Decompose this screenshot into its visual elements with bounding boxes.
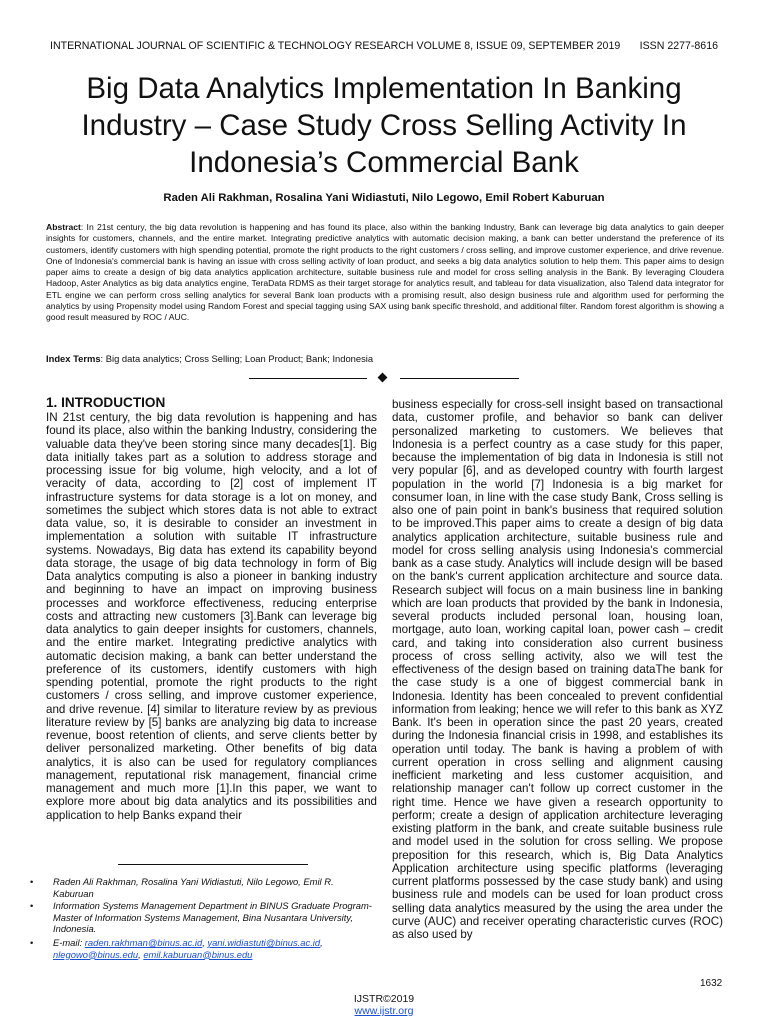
diamond-icon — [378, 373, 388, 383]
running-header — [50, 40, 718, 54]
intro-paragraph-right: business especially for cross-sell insight based on transactional data, customer profile, and behavior so bank can deliver personalized marketing to customers. We believes that Indonesia is a perfect country as a case study for this paper, because the implementation of big data in Indonesia is still not very popular [6], and as developed country with fourth largest population in the world [7] Indonesia is a big market for consumer loan, in line with the case study Bank, Cross selling is also one of pain point in bank's business that required solution to be improved.This paper aims to create a design of big data analytics application architecture, suitable business rule and model for cross selling analysis using Indonesia's commercial bank as a case study. Analytics will include design will be based on the bank's current application architecture and source data. Research subject will focus on a main business line in banking which are loan products that provided by the bank in Indonesia, several products included personal loan, housing loan, mortgage, auto loan, working capital loan, power cash – credit card, and taking into consideration also current business process of cross selling activity, also we will test the effectiveness of the design based on training dataThe bank for the case study is a one of biggest commercial bank in Indonesia. Identity has been concealed to prevent confidential information from leaking; hence we will refer to this bank as XYZ Bank. It's been in operation since the past 20 years, created during the Indonesia financial crisis in 1998, and establishes its operation until today. The bank is having a problem of with current operation in cross selling and alignment causing inefficient marketing and less customer acquisition, and relationship manager can't follow up correct customer in the right time. Hence we have given a research opportunity to perform; create a design of application architecture leveraging existing platform in the bank, and create suitable business rule and model used in the solution for cross selling. We propose preposition for this research, which is, Big Data Analytics Application architecture using specific platforms (leveraging current platforms possessed by the case study bank) and using business rule and models can be used for loan product cross selling data analytics measured by the using the area under the curve (AUC) and receiver operating characteristic curves (ROC) as also used by — [392, 398, 723, 941]
journal-name: INTERNATIONAL JOURNAL OF SCIENTIFIC & TECHNOLOGY RESEARCH VOLUME 8, ISSUE 09, SEPTEMBER 2019 — [50, 40, 621, 52]
email-separator: , — [320, 937, 323, 948]
abstract — [46, 222, 724, 324]
index-terms-label: Index Terms — [46, 353, 101, 364]
issn: ISSN 2277-8616 — [639, 40, 718, 52]
left-column — [46, 395, 377, 822]
abstract-label: Abstract — [46, 222, 81, 232]
email-link[interactable]: yani.widiastuti@binus.ac.id — [207, 937, 321, 948]
separator-line-left — [249, 378, 367, 379]
footnote-rule — [118, 864, 308, 865]
bullet-icon: • — [30, 900, 34, 911]
footnote-authors-text: Raden Ali Rakhman, Rosalina Yani Widiastuti, Nilo Legowo, Emil R. Kaburuan — [53, 876, 334, 899]
section-separator — [0, 373, 768, 383]
intro-paragraph-left: IN 21st century, the big data revolution is happening and has found its place, also within the banking Industry, considering the valuable data they've been storing since many decades[1]. Big data initially takes part as a solution to address storage and processing issue for big volume, high velocity, and a lot of veracity of data, according to [2] cost of implement IT infrastructure systems for data storage is a lot on money, and sometimes the subject which stores data is not able to extract data value, so, it is desirable to consider an investment in implementation a solution with suitable IT infrastructure systems. Nowadays, Big data has extend its capability beyond data storage, the usage of big data technology in form of Big Data analytics computing is also a pioneer in banking industry and beginning to have an impact on improving business processes and workforce effectiveness, reducing enterprise costs and attracting new customers [3].Bank can leverage big data analytics to gain deeper insights for customers, channels, and the entire market. Integrating predictive analytics with automatic decision making, a bank can better understand the preference of its customers, identify customers with high spending potential, promote the right products to the right customers / cross selling, and improve customer experience, and drive revenue. [4] similar to literature review by as previous literature review by [5] banks are analyzing big data to increase revenue, boost retention of clients, and serve clients better by deliver personalized marketing. Other benefits of big data analytics, it is also can be used for regulatory compliances management, reputational risk management, financial crime management and much more [1].In this paper, we want to explore more about big data analytics and its possibilities and application to help Banks expand their — [46, 411, 377, 822]
footer-url-link[interactable]: www.ijstr.org — [354, 1005, 414, 1017]
right-column — [392, 398, 723, 941]
author-list: Raden Ali Rakhman, Rosalina Yani Widiastuti, Nilo Legowo, Emil Robert Kaburuan — [163, 192, 605, 204]
page-number: 1632 — [700, 978, 723, 989]
footnote-authors — [30, 876, 375, 899]
footnote-affiliation — [30, 900, 375, 935]
footnote-affiliation-text: Information Systems Management Department in BINUS Graduate Program-Master of Information Systems Management, Bina Nusantara University, Indonesia. — [53, 900, 372, 935]
email-separator: , — [138, 948, 144, 960]
email-link[interactable]: emil.kaburuan@binus.edu — [143, 948, 253, 960]
section-heading: 1. INTRODUCTION — [46, 395, 166, 410]
index-terms — [46, 353, 724, 364]
footnote-emails — [30, 937, 375, 960]
email-link[interactable]: raden.rakhman@binus.ac.id — [84, 937, 203, 948]
email-link[interactable]: nlegowo@binus.edu — [53, 948, 139, 960]
index-terms-text: : Big data analytics; Cross Selling; Loan Product; Bank; Indonesia — [100, 353, 374, 364]
email-label: E-mail: — [53, 937, 85, 948]
email-separator: , — [202, 937, 208, 948]
footer-copyright: IJSTR©2019 — [353, 993, 415, 1005]
paper-title: Big Data Analytics Implementation In Banking Industry – Case Study Cross Selling Activity In Indonesia’s Commercial Bank — [81, 72, 687, 179]
page-footer — [0, 993, 768, 1017]
bullet-icon: • — [30, 876, 34, 887]
separator-line-right — [400, 378, 519, 379]
bullet-icon: • — [30, 937, 34, 948]
abstract-text: : In 21st century, the big data revolution is happening and has found its place, also within the banking Industry, Bank can leverage big data analytics to gain deeper insights for customers, channels, and the entire market. Integrating predictive analytics with automatic decision making, a bank can better understand the preference of its customers, identify customers with high spending potential, promote the right products to the right customers / cross selling, and improve customer experience, and drive revenue. One of Indonesia's commercial bank is having an issue with cross selling activity of loan product, and seeks a big data analytics solution to help them. This paper aims to design paper aims to create a design of big data analytics application architecture, suitable business rule and model for cross selling analysis in the Bank. By leveraging Cloudera Hadoop, Aster Analytics as big data analytics engine, TeraData RDMS as their target storage for analytics result, and tableau for data visualization, also Talend data integrator for ETL engine we can perform cross selling analytics for several Bank loan products with a promising result, also design business rule and algorithm used for performing the analytics by using Propensity model using Random Forest and special tagging using SAX using bank specific threshold, and additional filter. Random forest algorithm is showing a good result measured by ROC / AUC. — [46, 222, 724, 323]
